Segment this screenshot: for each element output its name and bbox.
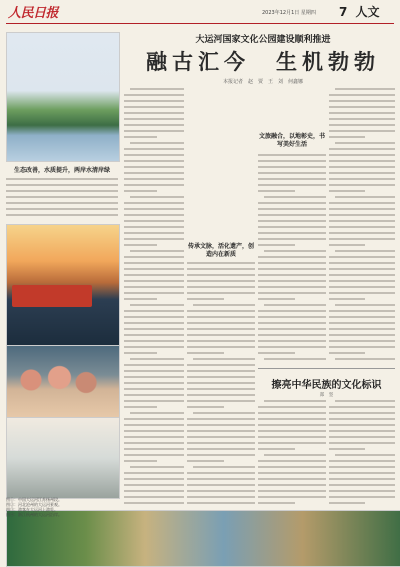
- text-line: [193, 304, 255, 306]
- text-line: [187, 418, 255, 420]
- text-line: [264, 196, 326, 198]
- text-line: [329, 184, 395, 186]
- text-line: [335, 358, 395, 360]
- text-line: [124, 442, 184, 444]
- text-line: [124, 418, 184, 420]
- text-line: [258, 244, 295, 246]
- text-line: [124, 406, 157, 408]
- text-line: [124, 496, 184, 498]
- text-line: [329, 412, 395, 414]
- text-line: [329, 346, 395, 348]
- text-line: [258, 346, 326, 348]
- text-line: [258, 190, 295, 192]
- text-line: [124, 244, 157, 246]
- text-line: [124, 208, 184, 210]
- text-line: [329, 316, 395, 318]
- text-line: [329, 226, 395, 228]
- text-line: [187, 394, 255, 396]
- photo-captions: [6, 497, 118, 517]
- text-line: [258, 286, 326, 288]
- text-line: [124, 118, 184, 120]
- masthead: [0, 0, 400, 26]
- text-line: [329, 208, 395, 210]
- text-line: [187, 490, 255, 492]
- text-line: [130, 358, 184, 360]
- text-line: [258, 184, 326, 186]
- text-line: [329, 430, 395, 432]
- section-name: 人文: [355, 5, 380, 19]
- text-line: [124, 124, 184, 126]
- text-line: [187, 376, 255, 378]
- text-line: [329, 268, 395, 270]
- text-line: [187, 460, 224, 462]
- text-line: [329, 166, 395, 168]
- text-line: [258, 274, 326, 276]
- text-line: [124, 262, 184, 264]
- text-line: [258, 172, 326, 174]
- text-line: [258, 412, 326, 414]
- text-line: [124, 310, 184, 312]
- text-line: [187, 400, 255, 402]
- text-line: [187, 364, 255, 366]
- body-column-2: [187, 88, 255, 508]
- subhead-3: 文旅融合，以地彰史，书写美好生活: [258, 133, 325, 148]
- body-column-3: [258, 88, 326, 368]
- text-line: [193, 412, 255, 414]
- text-line: [124, 340, 184, 342]
- text-line: [124, 184, 184, 186]
- boat-illustration: [12, 285, 92, 307]
- text-line: [187, 448, 255, 450]
- text-line: [187, 262, 255, 264]
- caption-4: 图④：浙江杭州的大运河沿岸。: [6, 512, 62, 517]
- text-line: [124, 424, 184, 426]
- text-line: [124, 400, 184, 402]
- text-line: [329, 322, 395, 324]
- text-line: [258, 406, 326, 408]
- subhead-1: 生态改善，水质提升，两岸水清岸绿: [13, 167, 110, 174]
- text-line: [335, 142, 395, 144]
- text-line: [258, 166, 326, 168]
- photo-canal-landscape: [6, 32, 120, 162]
- text-line: [258, 280, 326, 282]
- text-line: [6, 178, 118, 180]
- text-line: [335, 454, 395, 456]
- text-line: [329, 190, 365, 192]
- text-line: [124, 298, 157, 300]
- text-line: [258, 478, 326, 480]
- body-column-4: [329, 88, 395, 368]
- text-line: [124, 154, 184, 156]
- text-line: [187, 370, 255, 372]
- sidebar-byline: 郑 坚: [319, 393, 334, 398]
- text-line: [329, 406, 395, 408]
- masthead-rule: [6, 23, 394, 24]
- text-line: [187, 280, 255, 282]
- text-line: [187, 496, 255, 498]
- text-line: [329, 232, 395, 234]
- sidebar-column-1: [258, 400, 326, 508]
- text-line: [258, 424, 326, 426]
- text-line: [130, 196, 184, 198]
- text-line: [187, 310, 255, 312]
- text-line: [124, 280, 184, 282]
- text-line: [124, 232, 184, 234]
- text-line: [329, 334, 395, 336]
- text-line: [187, 454, 255, 456]
- text-line: [258, 262, 326, 264]
- text-line: [124, 112, 184, 114]
- text-line: [258, 418, 326, 420]
- text-line: [187, 406, 224, 408]
- text-line: [258, 292, 326, 294]
- text-line: [187, 322, 255, 324]
- text-line: [335, 88, 395, 90]
- text-line: [329, 220, 395, 222]
- text-line: [258, 208, 326, 210]
- text-line: [329, 286, 395, 288]
- text-line: [124, 316, 184, 318]
- text-line: [329, 262, 395, 264]
- text-line: [329, 112, 395, 114]
- text-line: [329, 136, 365, 138]
- text-line: [124, 460, 157, 462]
- text-line: [258, 334, 326, 336]
- text-line: [124, 436, 184, 438]
- text-line: [130, 466, 184, 468]
- text-line: [124, 214, 184, 216]
- text-line: [329, 442, 395, 444]
- text-line: [130, 304, 184, 306]
- article-byline: 本报记者 赵 贾 王 刘 何鑫娜: [222, 79, 303, 85]
- text-line: [329, 274, 395, 276]
- text-line: [329, 310, 395, 312]
- text-line: [187, 268, 255, 270]
- text-line: [335, 250, 395, 252]
- text-line: [329, 418, 395, 420]
- text-line: [329, 466, 395, 468]
- sidebar-divider: [258, 368, 395, 369]
- text-line: [124, 202, 184, 204]
- text-line: [124, 352, 157, 354]
- text-line: [329, 352, 365, 354]
- text-line: [258, 484, 326, 486]
- text-line: [124, 484, 184, 486]
- text-line: [329, 484, 395, 486]
- text-line: [258, 436, 326, 438]
- text-line: [329, 292, 395, 294]
- text-line: [329, 424, 395, 426]
- text-line: [329, 202, 395, 204]
- text-line: [329, 94, 395, 96]
- text-line: [124, 430, 184, 432]
- text-line: [329, 328, 395, 330]
- text-line: [187, 286, 255, 288]
- text-line: [124, 502, 184, 504]
- text-line: [258, 340, 326, 342]
- text-line: [329, 436, 395, 438]
- text-line: [258, 298, 295, 300]
- text-line: [329, 460, 395, 462]
- text-line: [124, 322, 184, 324]
- text-line: [124, 100, 184, 102]
- text-line: [124, 160, 184, 162]
- text-line: [329, 214, 395, 216]
- text-line: [258, 226, 326, 228]
- text-line: [258, 496, 326, 498]
- text-line: [124, 388, 184, 390]
- text-line: [124, 130, 184, 132]
- page-number-value: 7: [339, 5, 348, 19]
- sidebar-column-2: [329, 400, 395, 508]
- text-line: [329, 496, 395, 498]
- text-line: [187, 382, 255, 384]
- text-line: [187, 328, 255, 330]
- caption-1: 图①：中国大运河江苏扬州段。: [6, 497, 62, 502]
- text-line: [258, 322, 326, 324]
- text-line: [264, 358, 326, 360]
- text-line: [329, 100, 395, 102]
- text-line: [258, 220, 326, 222]
- text-line: [187, 478, 255, 480]
- text-line: [258, 442, 326, 444]
- text-line: [329, 154, 395, 156]
- text-line: [258, 268, 326, 270]
- text-line: [329, 502, 365, 504]
- text-line: [124, 382, 184, 384]
- text-line: [124, 346, 184, 348]
- text-line: [187, 484, 255, 486]
- text-line: [258, 490, 326, 492]
- text-line: [124, 256, 184, 258]
- text-line: [124, 106, 184, 108]
- text-line: [187, 274, 255, 276]
- text-line: [124, 328, 184, 330]
- text-line: [124, 376, 184, 378]
- body-column-1: [124, 88, 184, 508]
- text-line: [329, 490, 395, 492]
- text-line: [329, 124, 395, 126]
- text-line: [124, 478, 184, 480]
- text-line: [258, 430, 326, 432]
- text-line: [329, 106, 395, 108]
- subhead-2: 传承文脉，活化遗产，创造内在新质: [187, 243, 254, 258]
- text-line: [124, 370, 184, 372]
- text-line: [258, 316, 326, 318]
- text-line: [264, 400, 326, 402]
- text-line: [258, 472, 326, 474]
- text-line: [6, 184, 118, 186]
- text-line: [124, 166, 184, 168]
- text-line: [124, 454, 184, 456]
- text-line: [6, 190, 118, 192]
- dateline: 2023年12月1日 星期四: [262, 10, 316, 16]
- text-line: [187, 424, 255, 426]
- text-line: [187, 298, 224, 300]
- text-line: [124, 364, 184, 366]
- text-line: [335, 400, 395, 402]
- text-line: [258, 448, 295, 450]
- text-line: [329, 448, 365, 450]
- text-line: [187, 472, 255, 474]
- text-line: [124, 178, 184, 180]
- text-line: [335, 304, 395, 306]
- text-line: [187, 352, 224, 354]
- text-line: [258, 214, 326, 216]
- text-line: [124, 334, 184, 336]
- text-line: [264, 250, 326, 252]
- text-line: [124, 292, 184, 294]
- text-line: [329, 178, 395, 180]
- text-line: [187, 334, 255, 336]
- text-line: [187, 442, 255, 444]
- text-line: [258, 352, 295, 354]
- text-line: [187, 388, 255, 390]
- text-line: [329, 238, 395, 240]
- text-line: [329, 172, 395, 174]
- text-line: [258, 460, 326, 462]
- text-line: [329, 478, 395, 480]
- left-column-text: [6, 162, 118, 222]
- text-line: [258, 232, 326, 234]
- text-line: [124, 394, 184, 396]
- article-kicker: 大运河国家文化公园建设顺利推进: [195, 35, 331, 45]
- text-line: [130, 250, 184, 252]
- text-line: [258, 502, 295, 504]
- text-line: [329, 472, 395, 474]
- page-number: [339, 3, 384, 20]
- text-line: [130, 412, 184, 414]
- text-line: [258, 178, 326, 180]
- text-line: [329, 130, 395, 132]
- text-line: [187, 292, 255, 294]
- text-line: [258, 154, 326, 156]
- text-line: [124, 238, 184, 240]
- text-line: [6, 196, 118, 198]
- text-line: [124, 490, 184, 492]
- text-line: [187, 340, 255, 342]
- text-line: [124, 448, 184, 450]
- text-line: [130, 88, 184, 90]
- text-line: [258, 238, 326, 240]
- text-line: [187, 346, 255, 348]
- text-line: [258, 328, 326, 330]
- text-line: [124, 172, 184, 174]
- text-line: [258, 202, 326, 204]
- text-line: [124, 268, 184, 270]
- text-line: [264, 454, 326, 456]
- text-line: [329, 298, 365, 300]
- text-line: [124, 226, 184, 228]
- text-line: [258, 310, 326, 312]
- text-line: [124, 220, 184, 222]
- text-line: [193, 358, 255, 360]
- text-line: [187, 502, 255, 504]
- text-line: [124, 136, 157, 138]
- text-line: [130, 142, 184, 144]
- photo-aerial-canal: [6, 510, 400, 567]
- photo-canal-bank: [6, 417, 120, 499]
- text-line: [258, 256, 326, 258]
- text-line: [329, 118, 395, 120]
- newspaper-logo: 人民日报: [8, 6, 59, 21]
- text-line: [329, 256, 395, 258]
- text-line: [193, 466, 255, 468]
- caption-2: 图②：河北沧州的大运河景观。: [6, 502, 62, 507]
- text-line: [6, 214, 118, 216]
- text-line: [6, 208, 118, 210]
- text-line: [329, 160, 395, 162]
- text-line: [124, 190, 157, 192]
- article-headline: 融古汇今 生机勃勃: [146, 49, 380, 74]
- text-line: [187, 430, 255, 432]
- text-line: [335, 196, 395, 198]
- text-line: [6, 202, 118, 204]
- text-line: [264, 304, 326, 306]
- text-line: [329, 148, 395, 150]
- people-illustration: [12, 360, 107, 410]
- caption-3: 图③：游客在大运河上游览。: [6, 507, 58, 512]
- text-line: [124, 94, 184, 96]
- text-line: [329, 280, 395, 282]
- text-line: [124, 472, 184, 474]
- text-line: [124, 286, 184, 288]
- text-line: [124, 148, 184, 150]
- text-line: [124, 274, 184, 276]
- text-line: [329, 244, 365, 246]
- text-line: [187, 436, 255, 438]
- text-line: [329, 340, 395, 342]
- text-line: [187, 316, 255, 318]
- text-line: [258, 466, 326, 468]
- text-line: [258, 160, 326, 162]
- sidebar-title: 擦亮中华民族的文化标识: [271, 380, 382, 391]
